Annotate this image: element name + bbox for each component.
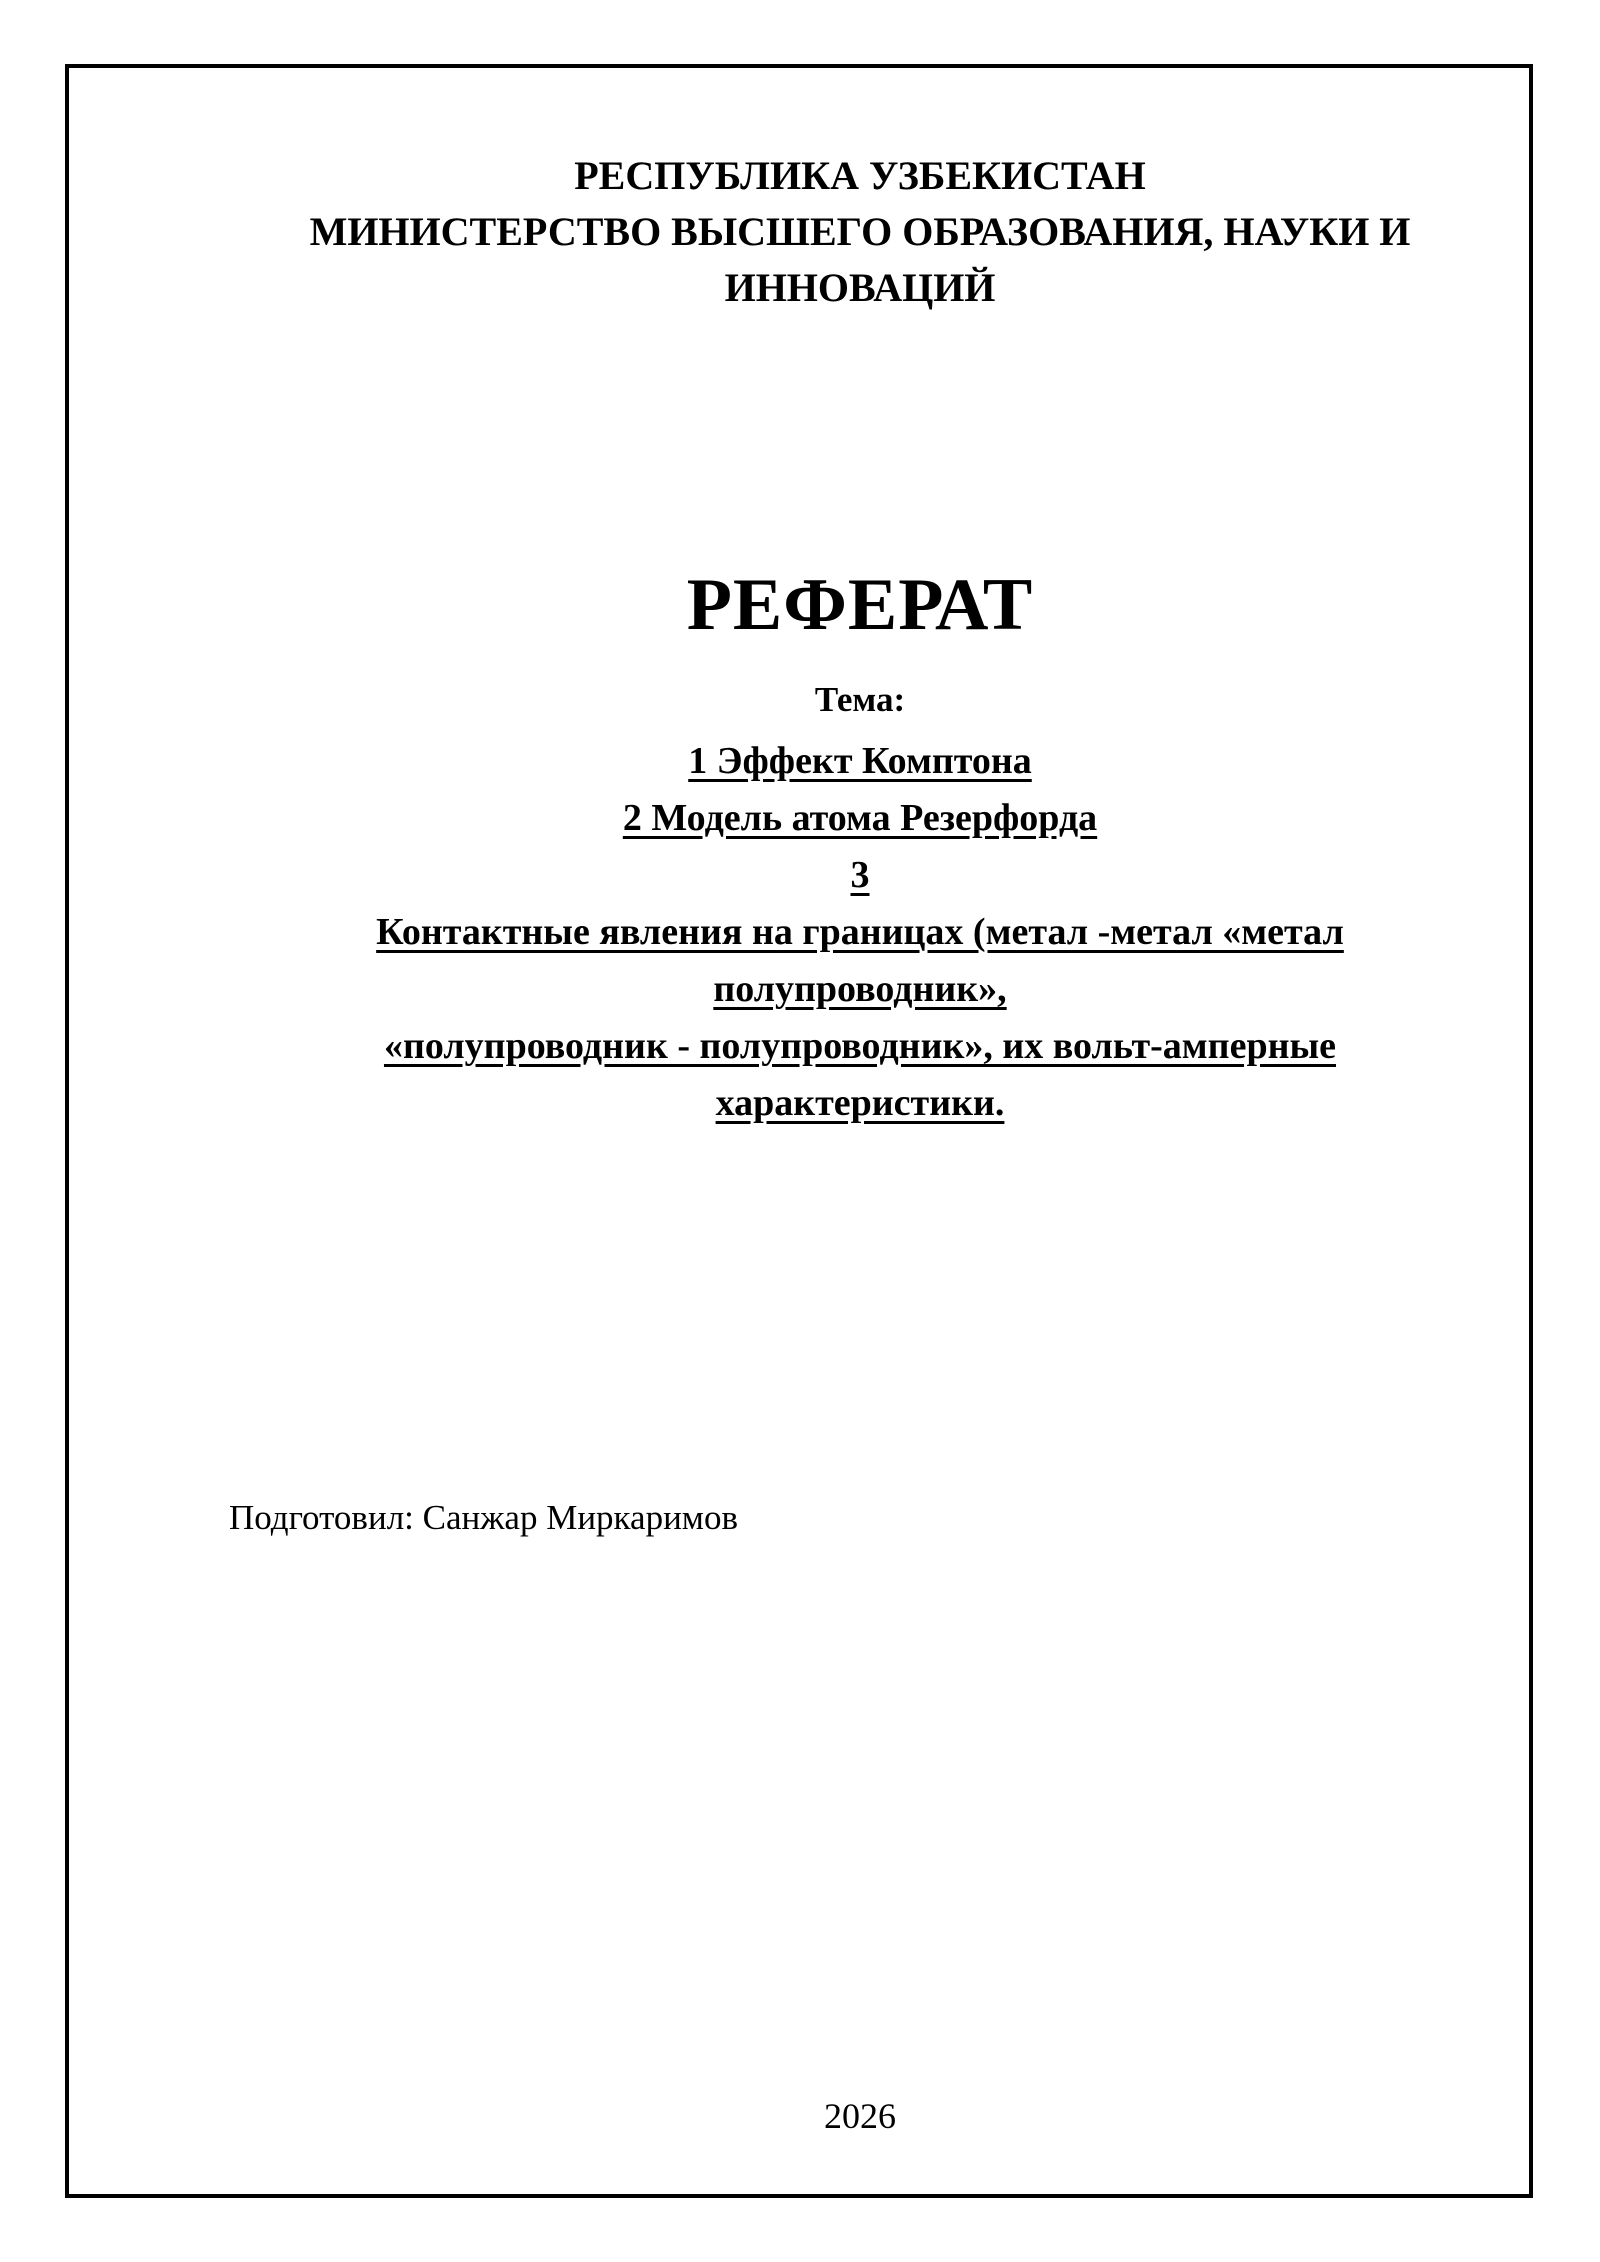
topic-line: 1 Эффект Комптона <box>688 740 1032 782</box>
document-year: 2026 <box>824 2096 896 2136</box>
topic-list <box>290 733 1430 1132</box>
topic-line: характеристики. <box>715 1082 1005 1124</box>
topic-line: «полупроводник - полупроводник», их вольт-амперные <box>383 1025 1337 1067</box>
ministry-heading-line-2: ИННОВАЦИЙ <box>724 265 996 310</box>
topic-line: 2 Модель атома Резерфорда <box>622 797 1098 839</box>
topic-line: 3 <box>850 854 870 896</box>
institution-header <box>200 148 1520 316</box>
prepared-by-text: Подготовил: Санжар Миркаримов <box>229 1498 738 1537</box>
topic-label: Тема: <box>814 680 906 719</box>
ministry-heading-line-1: МИНИСТЕРСТВО ВЫСШЕГО ОБРАЗОВАНИЯ, НАУКИ И <box>309 209 1411 254</box>
topic-line: Контактные явления на границах (метал -метал «метал <box>376 911 1344 953</box>
topic-line: полупроводник», <box>713 968 1007 1010</box>
country-heading: РЕСПУБЛИКА УЗБЕКИСТАН <box>574 153 1146 198</box>
document-title: РЕФЕРАТ <box>686 564 1034 646</box>
